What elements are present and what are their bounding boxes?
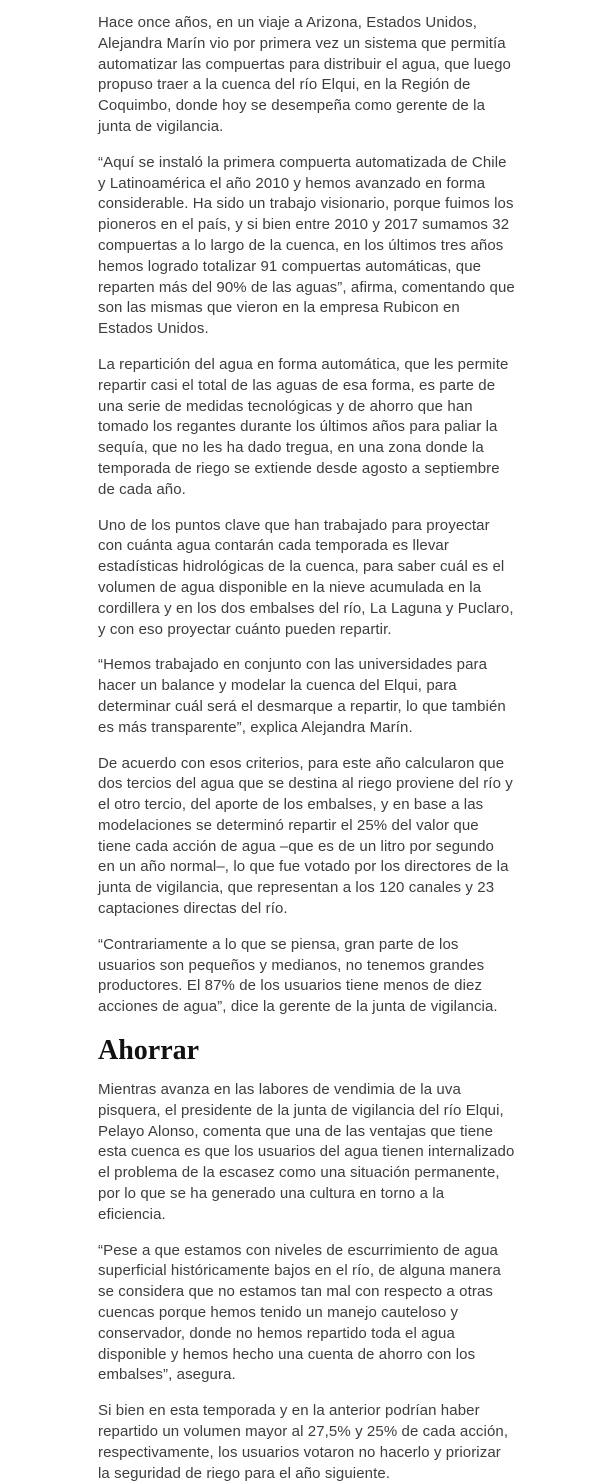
article-paragraph: “Pese a que estamos con niveles de escurrimiento de agua superficial históricamente bajos en el río, de alguna manera se considera que no estamos tan mal con respecto a otras cuencas porque hemos tenido un manejo cauteloso y conservador, donde no hemos repartido toda el agua disponible y hemos hecho una cuenta de ahorro con los embalses”, asegura. xyxy=(98,1241,501,1384)
article-paragraph: Hace once años, en un viaje a Arizona, Estados Unidos, Alejandra Marín vio por primera vez un sistema que permitía automatizar las compuertas para distribuir el agua, que luego propuso traer a la cuenca del río Elqui, en la Región de Coquimbo, donde hoy se desempeña como gerente de la junta de vigilancia. xyxy=(98,14,511,135)
article-paragraph: Mientras avanza en las labores de vendimia de la uva pisquera, el presidente de la junta de vigilancia del río Elqui, Pelayo Alonso, comenta que una de las ventajas que tiene esta cuenca es que los usuarios del agua tienen internalizado el problema de la escasez como una situación permanente, por lo que se ha generado una cultura en torno a la eficiencia. xyxy=(98,1081,515,1223)
article-paragraph: Si bien en esta temporada y en la anterior podrían haber repartido un volumen mayor al 27,5% y 25% de cada acción, respectivamente, los usuarios votaron no hacerlo y priorizar la seguridad de riego para el año siguiente. xyxy=(98,1402,509,1482)
article-paragraph: Uno de los puntos clave que han trabajado para proyectar con cuánta agua contarán cada temporada es llevar estadísticas hidrológicas de la cuenca, para saber cuál es el volumen de agua disponible en la nieve acumulada en la cordillera y en los dos embalses del río, La Laguna y Puclaro, y con eso proyectar cuánto pueden repartir. xyxy=(98,516,514,638)
section-heading: Ahorrar xyxy=(98,1035,200,1067)
article-paragraph: “Hemos trabajado en conjunto con las universidades para hacer un balance y modelar la cuenca del Elqui, para determinar cuál será el desmarque a repartir, lo que también es más transparente”, explica Alejandra Marín. xyxy=(98,656,506,736)
article-paragraph: La repartición del agua en forma automática, que les permite repartir casi el total de las aguas de esa forma, es parte de una serie de medidas tecnológicas y de ahorro que han tomado los regantes durante los últimos años para paliar la sequía, que no les ha dado tregua, en una zona donde la temporada de riego se extiende desde agosto a septiembre de cada año. xyxy=(98,355,509,498)
article-paragraph: De acuerdo con esos criterios, para este año calcularon que dos tercios del agua que se destina al riego proviene del río y el otro tercio, del aporte de los embalses, y en base a las modelaciones se determinó repartir el 25% del valor que tiene cada acción de agua –que es de un litro por segundo en un año normal–, lo que fue votado por los directores de la junta de vigilancia, que representan a los 120 canales y 23 captaciones directas del río. xyxy=(98,754,513,918)
article-paragraph: “Contrariamente a lo que se piensa, gran parte de los usuarios son pequeños y medianos, no tenemos grandes productores. El 87% de los usuarios tiene menos de diez acciones de agua”, dice la gerente de la junta de vigilancia. xyxy=(98,935,498,1016)
article-paragraph: “Aquí se instaló la primera compuerta automatizada de Chile y Latinoamérica el año 2010 y hemos avanzado en forma considerable. Ha sido un trabajo visionario, porque fuimos los pioneros en el país, y si bien entre 2010 y 2017 sumamos 32 compuertas a lo largo de la cuenca, en los últimos tres años hemos logrado totalizar 91 compuertas automáticas, que reparten más del 90% de las aguas”, afirma, comentando que son las mismas que vieron en la empresa Rubicon en Estados Unidos. xyxy=(98,153,515,338)
